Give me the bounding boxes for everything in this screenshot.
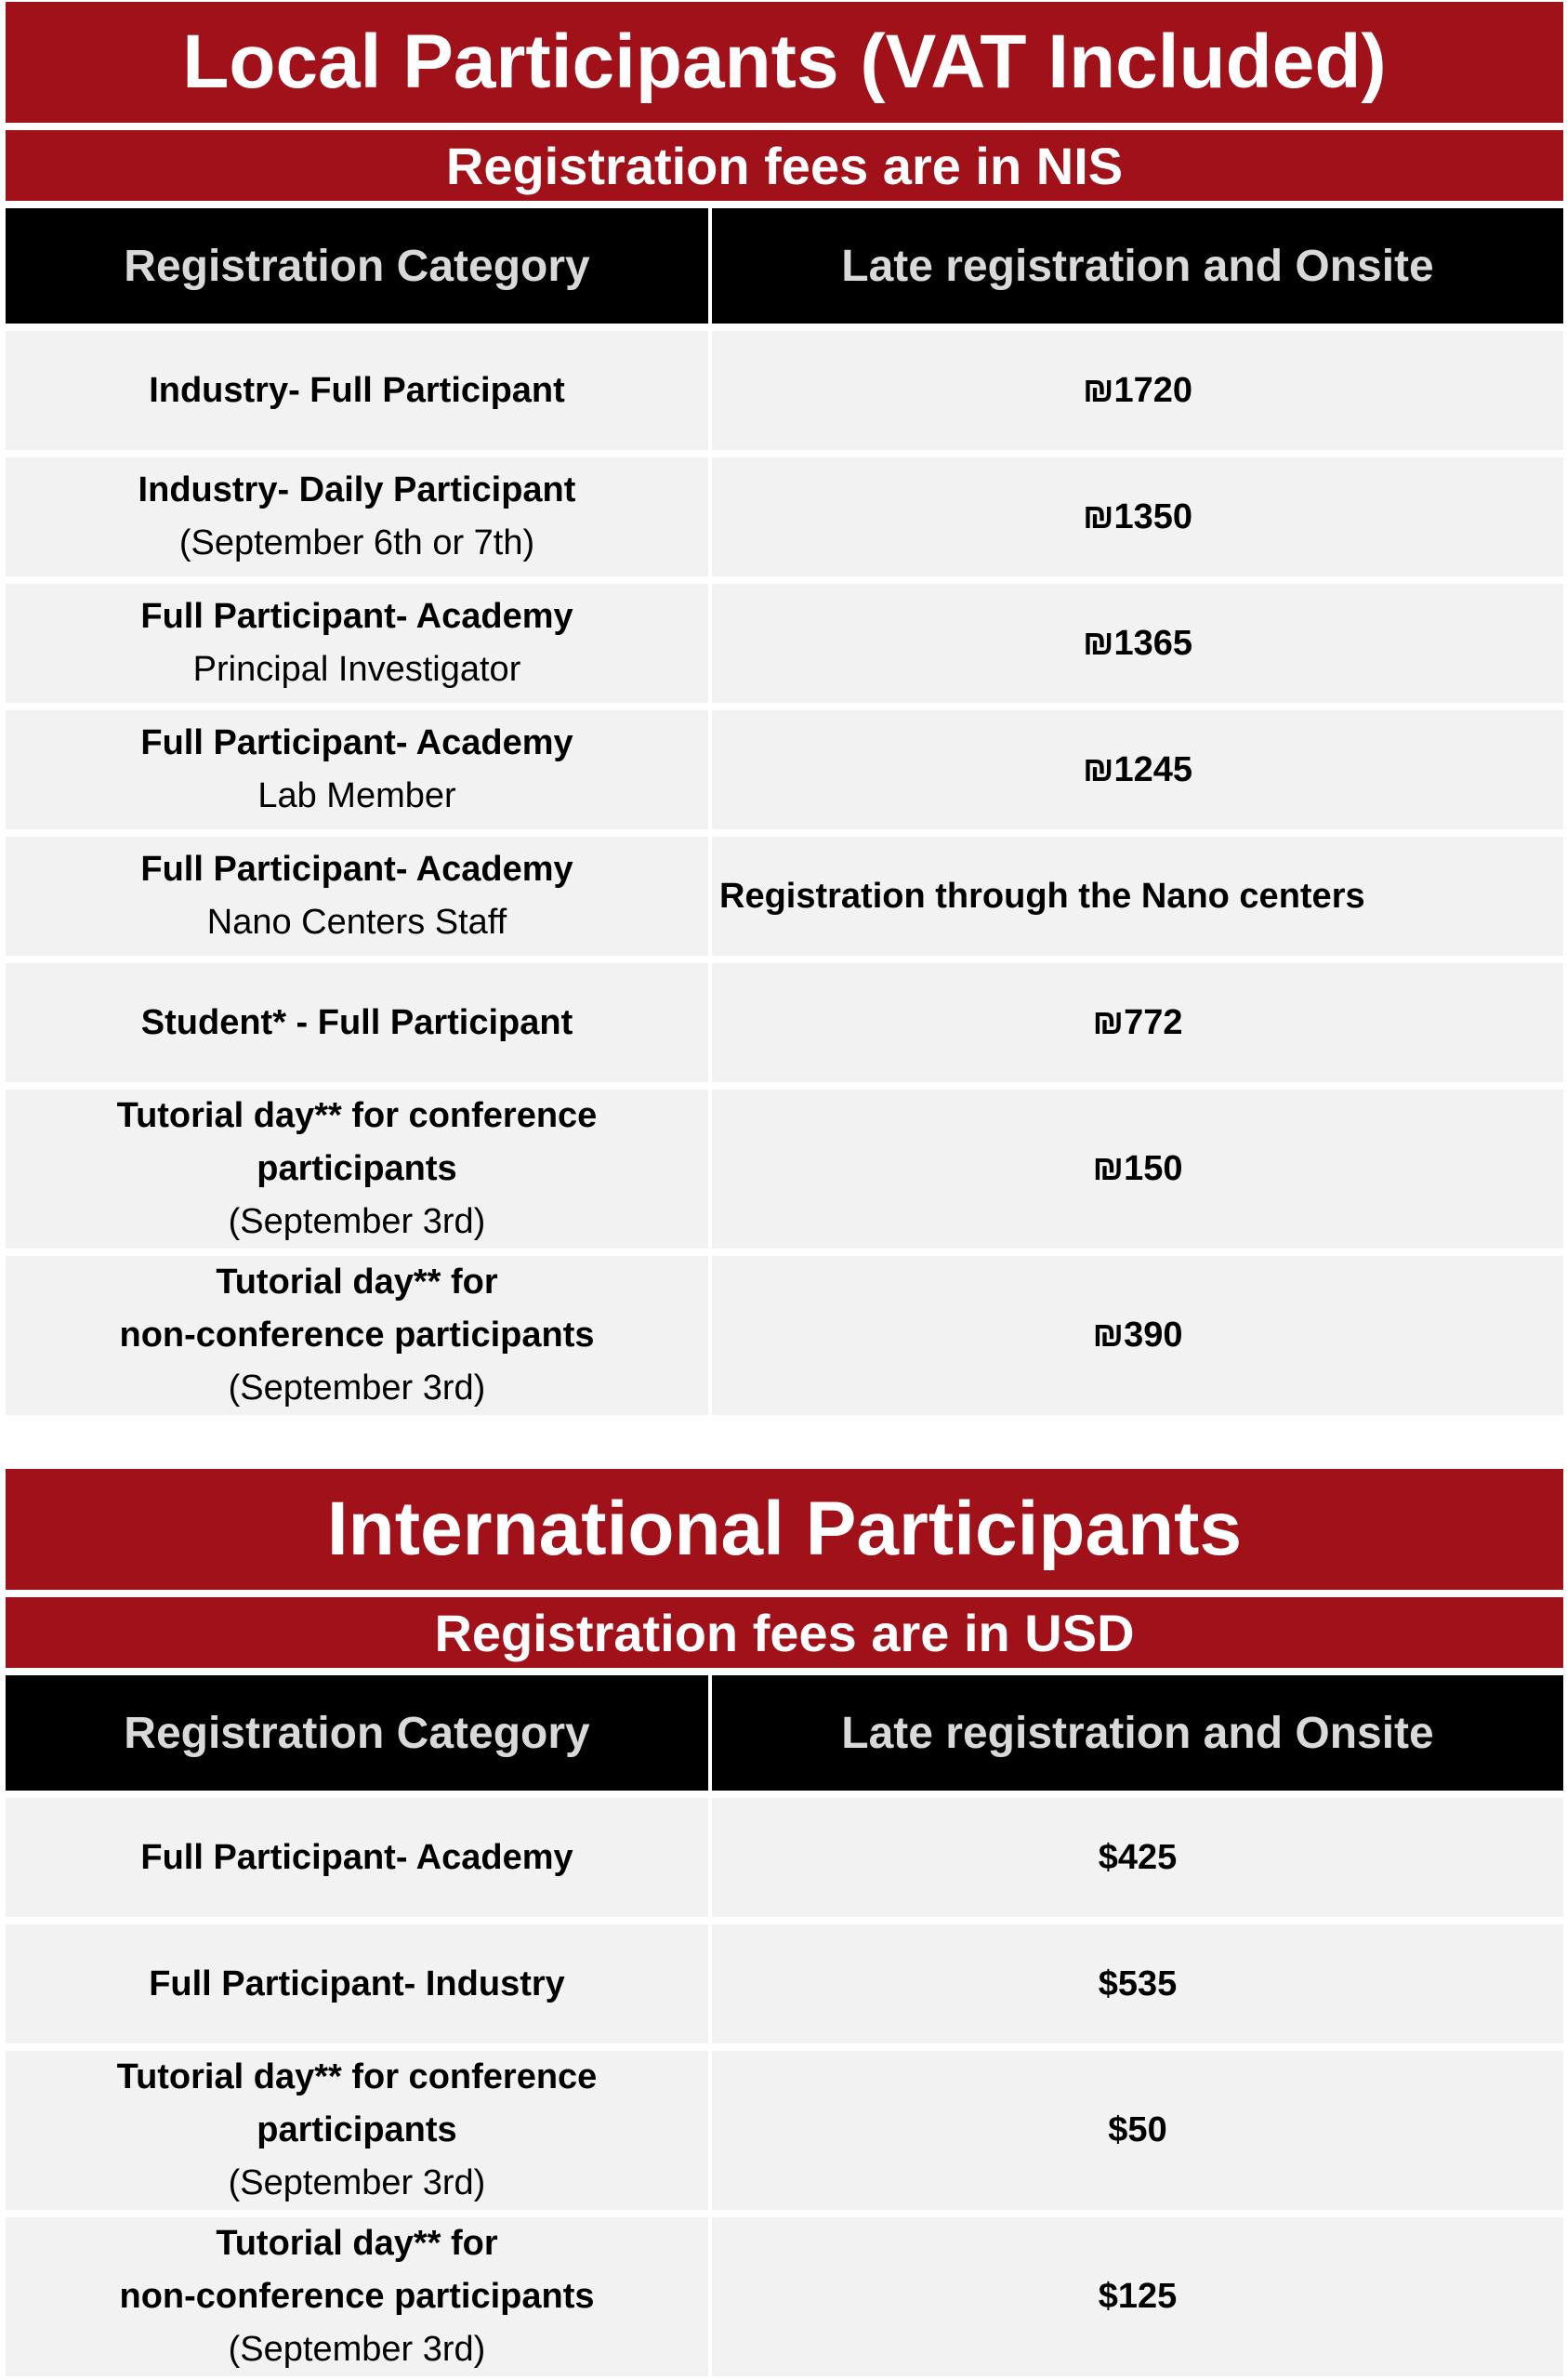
category-line: (September 3rd): [228, 1202, 486, 1241]
local-header-late: Late registration and Onsite: [712, 208, 1563, 324]
international-table-header: [6, 1675, 1563, 1791]
international-section: [6, 1469, 1563, 2376]
price-cell: $535: [712, 1924, 1563, 2043]
category-cell: [6, 1256, 708, 1415]
price-cell: $125: [712, 2217, 1563, 2376]
category-line: (September 6th or 7th): [178, 523, 535, 562]
category-line: Full Participant- Academy: [140, 597, 573, 636]
category-line: Full Participant- Academy: [140, 850, 573, 889]
category-line: Student* - Full Participant: [140, 1002, 573, 1042]
category-cell: [6, 837, 708, 956]
local-title: Local Participants (VAT Included): [6, 2, 1563, 123]
category-line: Tutorial day** for: [216, 1263, 498, 1302]
category-cell: [6, 331, 708, 450]
category-line: Industry- Daily Participant: [138, 470, 576, 509]
category-line: Nano Centers Staff: [206, 903, 507, 942]
price-cell: ₪1720: [712, 331, 1563, 450]
category-cell: [6, 584, 708, 703]
table-row: [6, 1256, 1563, 1415]
category-line: non-conference participants: [119, 2277, 595, 2316]
category-cell: [6, 1798, 708, 1917]
table-row: [6, 963, 1563, 1082]
category-cell: [6, 2051, 708, 2210]
price-cell: ₪150: [712, 1090, 1563, 1249]
local-section: [6, 2, 1563, 1415]
international-subtitle: Registration fees are in USD: [6, 1597, 1563, 1668]
price-cell: ₪390: [712, 1256, 1563, 1415]
table-row: [6, 2051, 1563, 2210]
local-subtitle: Registration fees are in NIS: [6, 130, 1563, 201]
category-line: Full Participant- Industry: [149, 1964, 565, 2003]
category-line: (September 3rd): [228, 2163, 486, 2202]
category-cell: [6, 1924, 708, 2043]
price-cell: ₪1350: [712, 457, 1563, 576]
international-table-body: [6, 1798, 1563, 2376]
category-line: Lab Member: [257, 776, 456, 815]
category-line: Tutorial day** for conference: [116, 2057, 598, 2096]
local-header-category: Registration Category: [6, 208, 708, 324]
price-cell: ₪1365: [712, 584, 1563, 703]
international-header-category: Registration Category: [6, 1675, 708, 1791]
table-row: [6, 457, 1563, 576]
table-row: [6, 837, 1563, 956]
category-line: (September 3rd): [228, 2330, 486, 2369]
table-row: [6, 1090, 1563, 1249]
price-cell: ₪1245: [712, 710, 1563, 829]
price-cell: ₪772: [712, 963, 1563, 1082]
category-line: Tutorial day** for conference: [116, 1096, 598, 1135]
category-cell: [6, 457, 708, 576]
category-line: participants: [257, 1149, 457, 1188]
table-row: [6, 710, 1563, 829]
table-row: [6, 331, 1563, 450]
category-line: Principal Investigator: [192, 650, 521, 689]
category-line: Full Participant- Academy: [140, 723, 573, 762]
category-cell: [6, 963, 708, 1082]
category-line: Tutorial day** for: [216, 2224, 498, 2263]
table-row: [6, 2217, 1563, 2376]
price-cell: $425: [712, 1798, 1563, 1917]
table-row: [6, 584, 1563, 703]
local-table-header: [6, 208, 1563, 324]
international-title: International Participants: [6, 1469, 1563, 1590]
local-table-body: [6, 331, 1563, 1415]
price-cell: Registration through the Nano centers: [712, 837, 1563, 956]
category-cell: [6, 1090, 708, 1249]
price-cell: $50: [712, 2051, 1563, 2210]
category-line: Full Participant- Academy: [140, 1837, 573, 1877]
table-row: [6, 1798, 1563, 1917]
category-line: Industry- Full Participant: [149, 370, 565, 410]
category-cell: [6, 710, 708, 829]
international-header-late: Late registration and Onsite: [712, 1675, 1563, 1791]
category-line: (September 3rd): [228, 1368, 486, 1408]
category-line: non-conference participants: [119, 1316, 595, 1355]
table-row: [6, 1924, 1563, 2043]
category-line: participants: [257, 2110, 457, 2149]
category-cell: [6, 2217, 708, 2376]
